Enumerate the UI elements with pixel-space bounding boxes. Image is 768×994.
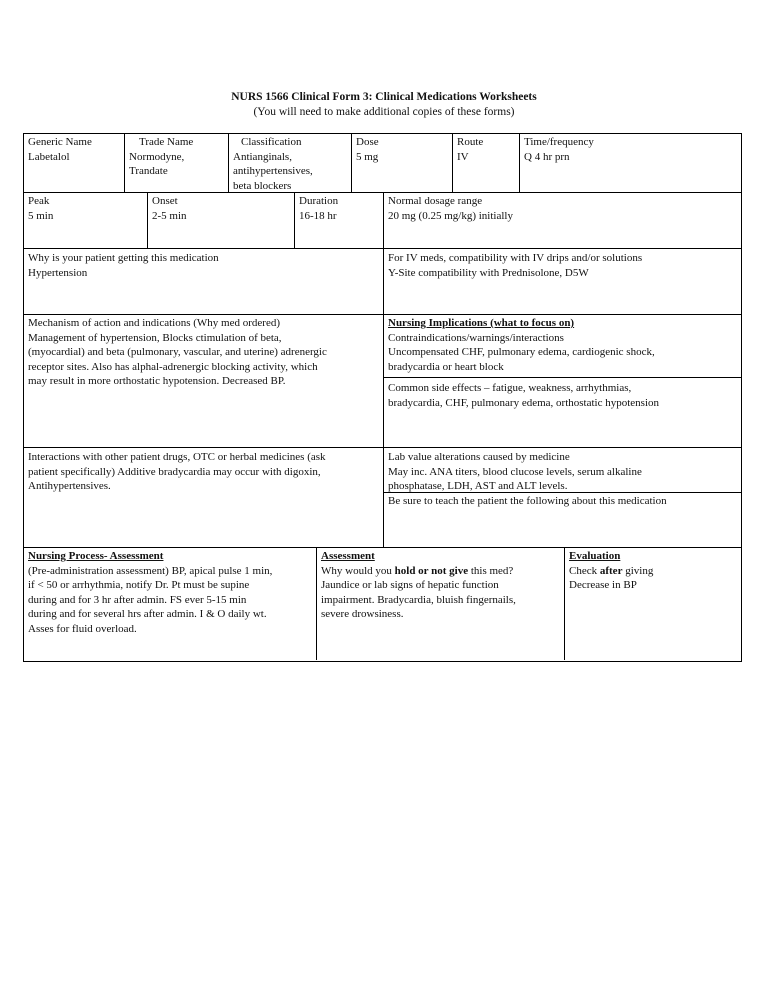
why-medication-value: Hypertension bbox=[28, 266, 88, 279]
row-divider bbox=[23, 547, 742, 548]
nursing-assessment-cell bbox=[24, 549, 316, 636]
duration-label: Duration bbox=[299, 195, 339, 207]
duration-value: 16-18 hr bbox=[299, 209, 337, 222]
generic-name-cell bbox=[24, 135, 124, 164]
row-divider bbox=[383, 377, 742, 378]
nursing-assessment-heading: Nursing Process- Assessment bbox=[28, 550, 164, 562]
trade-name-cell bbox=[125, 135, 228, 179]
peak-value: 5 min bbox=[28, 209, 54, 222]
why-medication-cell bbox=[24, 251, 383, 280]
nursing-assessment-line: during and for 3 hr after admin. FS ever 5-15 min bbox=[28, 593, 247, 606]
classification-value: beta blockers bbox=[233, 179, 292, 192]
iv-compatibility-label: For IV meds, compatibility with IV drips and/or solutions bbox=[388, 252, 643, 264]
hold-reason-line: impairment. Bradycardia, bluish fingernails, bbox=[321, 593, 516, 606]
interactions-line: Interactions with other patient drugs, OTC or herbal medicines (ask bbox=[28, 451, 326, 463]
nursing-assessment-line: Asses for fluid overload. bbox=[28, 622, 137, 635]
page-title: NURS 1566 Clinical Form 3: Clinical Medications Worksheets bbox=[231, 91, 537, 103]
time-frequency-cell bbox=[520, 135, 740, 164]
dose-value: 5 mg bbox=[356, 150, 379, 163]
hold-assessment-heading: Assessment bbox=[321, 550, 375, 562]
contraindications-line: Uncompensated CHF, pulmonary edema, cardiogenic shock, bbox=[388, 346, 655, 358]
trade-name-value: Trandate bbox=[129, 165, 168, 177]
lab-values-line: Lab value alterations caused by medicine bbox=[388, 451, 570, 463]
iv-compatibility-cell bbox=[384, 251, 740, 280]
dose-label: Dose bbox=[356, 136, 379, 148]
classification-label: Classification bbox=[241, 136, 302, 148]
patient-teaching-cell bbox=[384, 494, 740, 509]
route-label: Route bbox=[457, 136, 484, 148]
dosage-range-label: Normal dosage range bbox=[388, 195, 483, 207]
generic-name-label: Generic Name bbox=[28, 136, 92, 148]
time-frequency-value: Q 4 hr prn bbox=[524, 150, 570, 163]
mechanism-cell bbox=[24, 316, 383, 389]
duration-cell bbox=[295, 194, 383, 223]
dosage-range-cell bbox=[384, 194, 740, 223]
peak-cell bbox=[24, 194, 147, 223]
peak-label: Peak bbox=[28, 195, 50, 207]
onset-value: 2-5 min bbox=[152, 209, 187, 222]
classification-cell bbox=[229, 135, 351, 193]
time-frequency-label: Time/frequency bbox=[524, 136, 594, 148]
side-effects-line: bradycardia, CHF, pulmonary edema, orthostatic hypotension bbox=[388, 396, 659, 409]
page-subtitle: (You will need to make additional copies of these forms) bbox=[253, 106, 515, 118]
interactions-line: Antihypertensives. bbox=[28, 480, 111, 492]
evaluation-heading: Evaluation bbox=[569, 550, 621, 562]
route-value: IV bbox=[457, 150, 469, 163]
hold-question: Why would you hold or not give this med? bbox=[321, 564, 514, 577]
hold-reason-line: Jaundice or lab signs of hepatic function bbox=[321, 579, 499, 591]
contraindications-line: Contraindications/warnings/interactions bbox=[388, 331, 564, 344]
nursing-assessment-line: during and for several hrs after admin. I & O daily wt. bbox=[28, 608, 267, 620]
mechanism-line: Mechanism of action and indications (Why med ordered) bbox=[28, 317, 281, 329]
side-effects-cell bbox=[384, 381, 740, 410]
nursing-implications-cell bbox=[384, 316, 740, 374]
nursing-implications-heading: Nursing Implications (what to focus on) bbox=[388, 317, 575, 329]
hold-assessment-cell bbox=[317, 549, 564, 622]
evaluation-result: Decrease in BP bbox=[569, 579, 637, 591]
mechanism-line: may result in more orthostatic hypotension. Decreased BP. bbox=[28, 375, 286, 387]
onset-label: Onset bbox=[152, 195, 178, 207]
mechanism-line: Management of hypertension, Blocks ctimulation of beta, bbox=[28, 331, 282, 344]
evaluation-cell bbox=[565, 549, 740, 593]
nursing-assessment-line: (Pre-administration assessment) BP, apical pulse 1 min, bbox=[28, 564, 273, 577]
hold-reason-line: severe drowsiness. bbox=[321, 608, 404, 620]
evaluation-check: Check after giving bbox=[569, 564, 654, 577]
nursing-assessment-line: if < 50 or arrhythmia, notify Dr. Pt must be supine bbox=[28, 579, 250, 591]
generic-name-value: Labetalol bbox=[28, 150, 70, 163]
contraindications-line: bradycardia or heart block bbox=[388, 360, 504, 373]
lab-values-line: May inc. ANA titers, blood clucose levels, serum alkaline bbox=[388, 465, 642, 478]
patient-teaching-label: Be sure to teach the patient the following about this medication bbox=[388, 495, 667, 507]
lab-values-cell bbox=[384, 450, 740, 494]
trade-name-value: Normodyne, bbox=[129, 150, 185, 163]
dose-cell bbox=[352, 135, 452, 164]
interactions-cell bbox=[24, 450, 383, 494]
trade-name-label: Trade Name bbox=[139, 136, 194, 148]
side-effects-line: Common side effects – fatigue, weakness, arrhythmias, bbox=[388, 382, 632, 394]
classification-value: antihypertensives, bbox=[233, 165, 313, 177]
interactions-line: patient specifically) Additive bradycardia may occur with digoxin, bbox=[28, 465, 321, 478]
route-cell bbox=[453, 135, 519, 164]
iv-compatibility-value: Y-Site compatibility with Prednisolone, D5W bbox=[388, 266, 589, 279]
onset-cell bbox=[148, 194, 294, 223]
mechanism-line: receptor sites. Also has alphal-adrenergic blocking activity, which bbox=[28, 360, 318, 373]
lab-values-line: phosphatase, LDH, AST and ALT levels. bbox=[388, 480, 568, 492]
mechanism-line: (myocardial) and beta (pulmonary, vascular, and uterine) adrenergic bbox=[28, 346, 327, 358]
classification-value: Antianginals, bbox=[233, 150, 292, 163]
why-medication-label: Why is your patient getting this medication bbox=[28, 252, 219, 264]
dosage-range-value: 20 mg (0.25 mg/kg) initially bbox=[388, 209, 513, 222]
